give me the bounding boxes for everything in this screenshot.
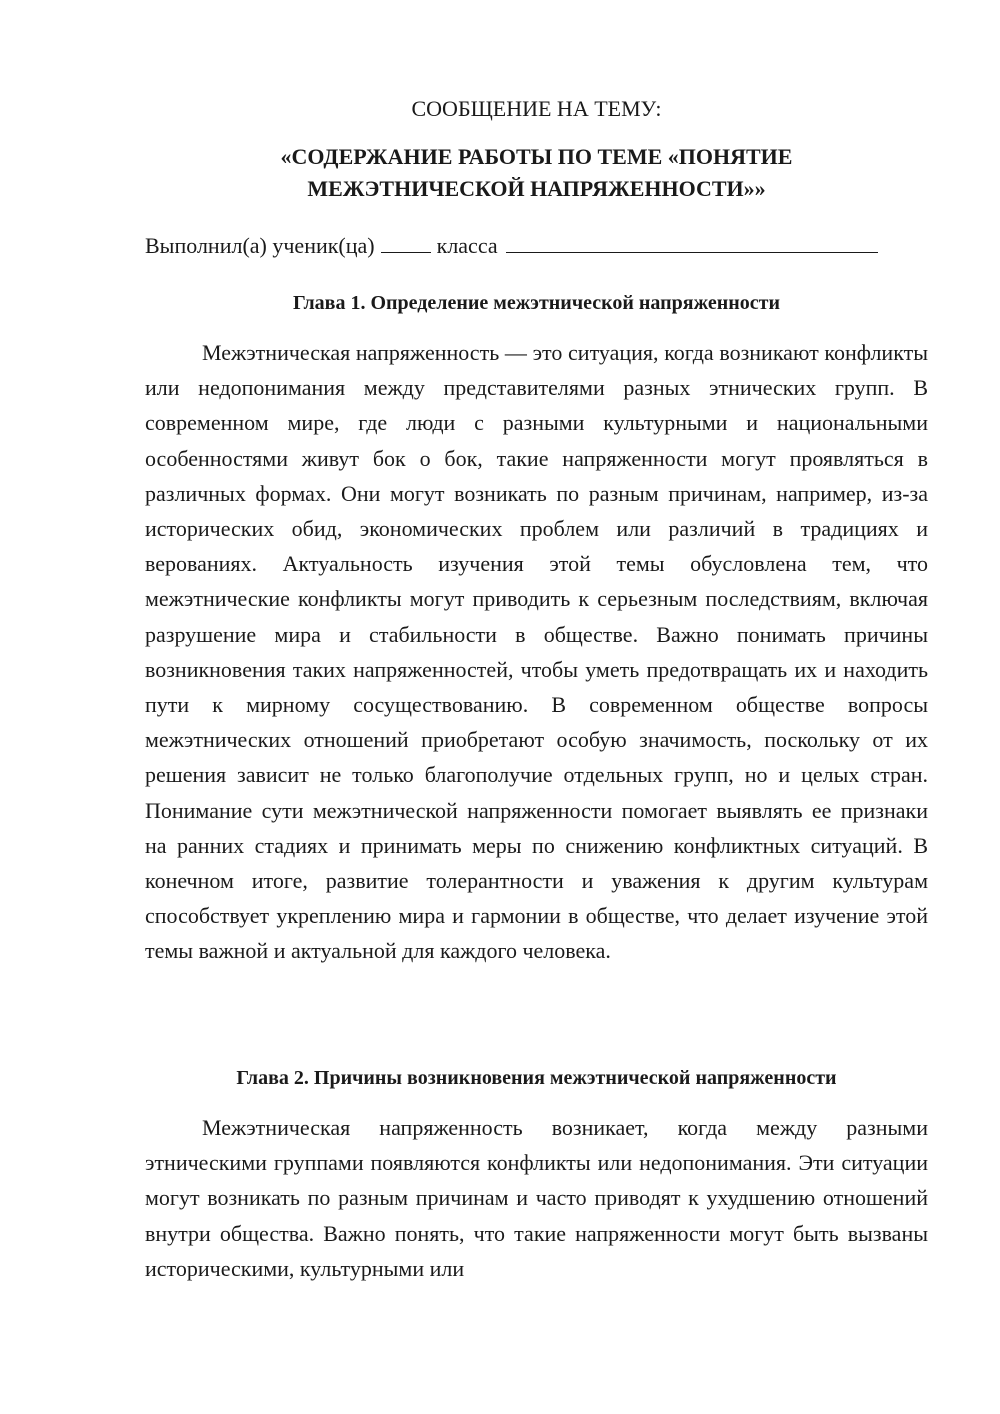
document-title <box>145 141 928 205</box>
chapter-2-paragraph: Межэтническая напряженность возникает, когда между разными этническими группами появляются конфликты или недопонимания. Эти ситуации могут возникать по разным причинам и часто приводят к ухудшению отношений внутри общества. Важно понять, что такие напряженности могут быть вызваны историческими, культурными или <box>145 1115 928 1281</box>
class-word: класса <box>436 233 498 258</box>
chapter-1-heading: Глава 1. Определение межэтнической напряженности <box>292 292 780 314</box>
chapter-1-paragraph: Межэтническая напряженность — это ситуация, когда возникают конфликты или недопонимания между представителями разных этнических групп. В современном мире, где люди с разными культурными и национальными особенностями живут бок о бок, такие напряженности могут проявляться в различных формах. Они могут возникать по разным причинам, например, из-за исторических обид, экономических проблем или различий в традициях и верованиях. Актуальность изучения этой темы обусловлена тем, что межэтнические конфликты могут приводить к серьезным последствиям, включая разрушение мира и стабильности в обществе. Важно понимать причины возникновения таких напряженностей, чтобы уметь предотвращать их и находить пути к мирному сосуществованию. В современном обществе вопросы межэтнических отношений приобретают особую значимость, поскольку от их решения зависит не только благополучие отдельных групп, но и целых стран. Понимание сути межэтнической напряженности помогает выявлять ее признаки на ранних стадиях и принимать меры по снижению конфликтных ситуаций. В конечном итоге, развитие толерантности и уважения к другим культурам способствует укреплению мира и гармонии в обществе, что делает изучение этой темы важной и актуальной для каждого человека. <box>145 340 928 964</box>
author-prefix: Выполнил(а) ученик(ца) <box>145 233 375 258</box>
title-line-2: МЕЖЭТНИЧЕСКОЙ НАПРЯЖЕННОСТИ»» <box>307 176 766 201</box>
author-line <box>145 231 928 261</box>
name-blank[interactable] <box>506 232 878 253</box>
grade-blank[interactable] <box>381 232 431 253</box>
title-line-1: «СОДЕРЖАНИЕ РАБОТЫ ПО ТЕМЕ «ПОНЯТИЕ <box>280 144 793 169</box>
chapter-2-heading: Глава 2. Причины возникновения межэтнической напряженности <box>236 1067 837 1089</box>
document-label: СООБЩЕНИЕ НА ТЕМУ: <box>411 96 662 121</box>
